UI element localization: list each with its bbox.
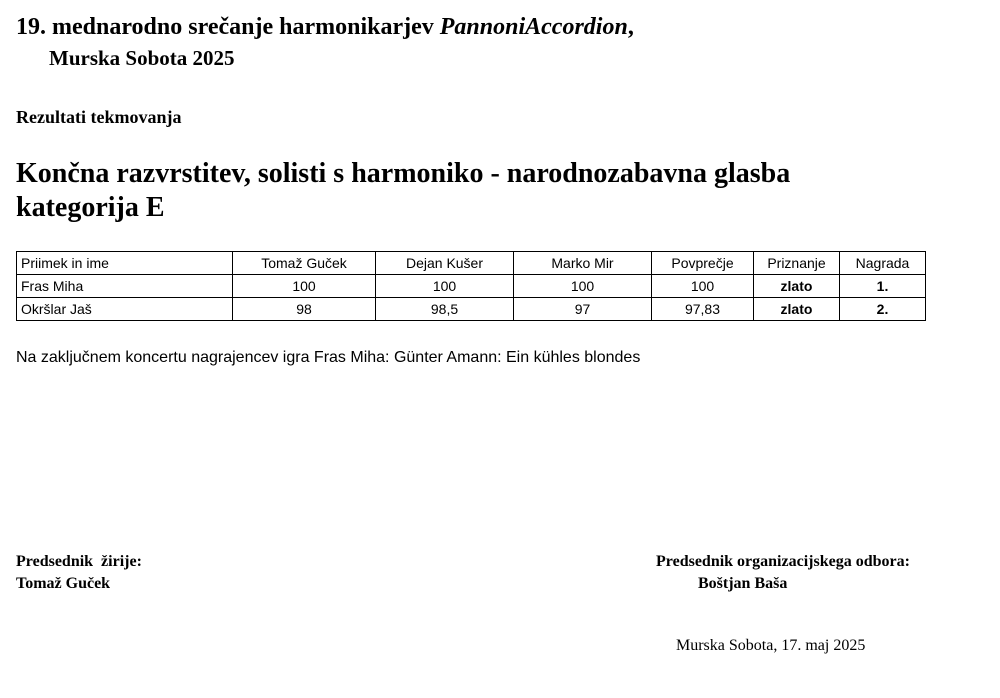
column-header: Tomaž Guček [233, 252, 376, 275]
results-table [16, 251, 926, 321]
title-prefix: 19. mednarodno srečanje harmonikarjev [16, 14, 440, 40]
document-title-location: Murska Sobota 2025 [49, 46, 235, 70]
table-cell-score: 98,5 [376, 298, 514, 321]
table-cell-average: 97,83 [652, 298, 754, 321]
column-header: Priimek in ime [17, 252, 233, 275]
table-cell-award: zlato [754, 275, 840, 298]
table-cell-name: Fras Miha [17, 275, 233, 298]
title-suffix: , [627, 14, 634, 40]
table-cell-name: Okršlar Jaš [17, 298, 233, 321]
table-cell-prize: 2. [840, 298, 926, 321]
document-title [16, 14, 634, 41]
organizing-committee-president-label: Predsednik organizacijskega odbora: [656, 553, 910, 570]
column-header: Marko Mir [514, 252, 652, 275]
table-cell-score: 100 [376, 275, 514, 298]
organizing-committee-president-name: Boštjan Baša [698, 575, 788, 592]
table-cell-average: 100 [652, 275, 754, 298]
column-header: Povprečje [652, 252, 754, 275]
place-and-date: Murska Sobota, 17. maj 2025 [676, 637, 866, 654]
table-cell-score: 98 [233, 298, 376, 321]
table-cell-award: zlato [754, 298, 840, 321]
column-header: Nagrada [840, 252, 926, 275]
closing-concert-note: Na zaključnem koncertu nagrajencev igra Fras Miha: Günter Amann: Ein kühles blondes [16, 349, 641, 366]
table-cell-score: 100 [233, 275, 376, 298]
jury-president-name: Tomaž Guček [16, 575, 111, 592]
table-row [17, 298, 926, 321]
table-cell-score: 97 [514, 298, 652, 321]
table-cell-score: 100 [514, 275, 652, 298]
results-heading: Končna razvrstitev, solisti s harmoniko - narodnozabavna glasba kategorija E [16, 158, 791, 223]
column-header: Priznanje [754, 252, 840, 275]
table-row [17, 275, 926, 298]
table-cell-prize: 1. [840, 275, 926, 298]
column-header: Dejan Kušer [376, 252, 514, 275]
document-subtitle: Rezultati tekmovanja [16, 107, 182, 127]
jury-president-label: Predsednik žirije: [16, 553, 142, 570]
table-header-row [17, 252, 926, 275]
title-event-name: PannoniAccordion [439, 14, 628, 40]
